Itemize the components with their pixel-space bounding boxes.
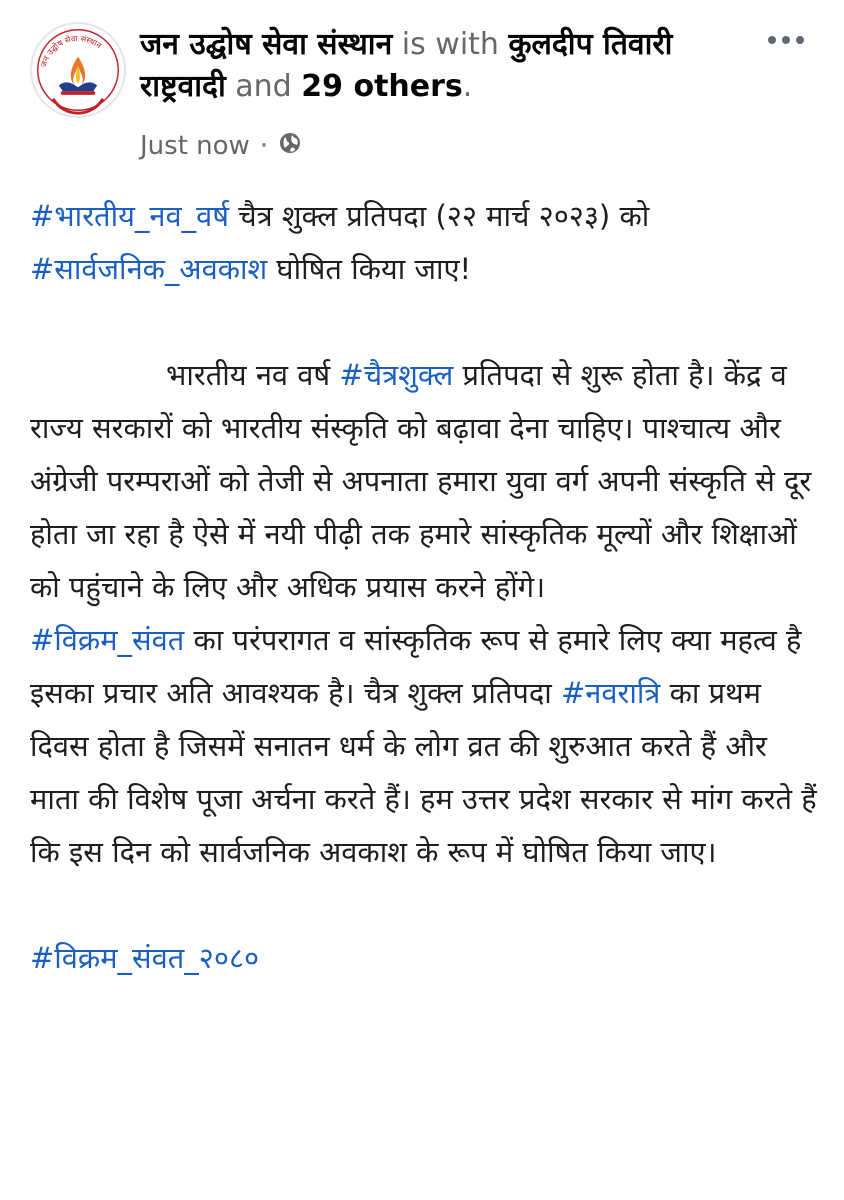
hashtag-navratri[interactable]: #नवरात्रि	[560, 676, 661, 710]
with-text: is with	[401, 27, 499, 62]
post-paragraph	[30, 349, 820, 879]
others-link[interactable]: 29 others	[301, 69, 463, 104]
post-footer-tags	[30, 932, 820, 985]
globe-icon[interactable]	[278, 131, 302, 162]
post-header	[0, 0, 844, 175]
period: .	[462, 69, 473, 104]
headline-text-2: घोषित किया जाए!	[267, 252, 472, 286]
organization-logo	[32, 24, 124, 116]
hashtag-sarvajanik-avkash[interactable]: #सार्वजनिक_अवकाश	[30, 252, 268, 286]
paragraph-text-2: प्रतिपदा से शुरू होता है। केंद्र व राज्य सरकारों को भारतीय संस्कृति को बढ़ावा देना चाहिए। पाश्चात्य और अंग्रेजी परम्पराओं को तेजी से अपनाता हमारा युवा वर्ग अपनी संस्कृति से दूर होता जा रहा है ऐसे में नयी पीढ़ी तक हमारे सांस्कृतिक मूल्यों और शिक्षाओं को पहुंचाने के लिए और अधिक प्रयास करने होंगे।	[30, 358, 812, 604]
hashtag-chaitrashukla[interactable]: #चैत्रशुक्ल	[339, 358, 454, 392]
post-body	[30, 190, 820, 985]
paragraph-text-3: का परंपरागत व सांस्कृतिक रूप से हमारे लिए क्या महत्व है इसका प्रचार अति आवश्यक है। चैत्र शुक्ल प्रतिपदा	[30, 623, 802, 710]
more-options-button[interactable]	[758, 22, 814, 58]
post-headline	[30, 190, 820, 296]
svg-text:जन उद्घोष सेवा संस्थान: जन उद्घोष सेवा संस्थान	[38, 33, 104, 69]
paragraph-spacer	[30, 296, 820, 349]
paragraph-text-4: का प्रथम दिवस होता है जिसमें सनातन धर्म के लोग व्रत की शुरुआत करते हैं और माता की विशेष पूजा अर्चना करते हैं। हम उत्तर प्रदेश सरकार से मांग करते हैं कि इस दिन को सार्वजनिक अवकाश के रूप में घोषित किया जाए।	[30, 676, 817, 869]
page-avatar[interactable]	[30, 22, 126, 118]
paragraph-text-1: भारतीय नव वर्ष	[166, 358, 340, 392]
paragraph-spacer	[30, 879, 820, 932]
hashtag-bharatiya-nav-varsh[interactable]: #भारतीय_नव_वर्ष	[30, 199, 230, 233]
tagged-person-link[interactable]: कुलदीप तिवारी राष्ट्रवादी	[140, 27, 673, 104]
hashtag-vikram-samvat[interactable]: #विक्रम_संवत	[30, 623, 185, 657]
meta-separator: ·	[259, 131, 269, 161]
more-horizontal-icon	[764, 34, 808, 46]
post-meta	[140, 126, 302, 166]
hashtag-vikram-samvat-2080[interactable]: #विक्रम_संवत_२०८०	[30, 941, 260, 975]
headline-text-1: चैत्र शुक्ल प्रतिपदा (२२ मार्च २०२३) को	[229, 199, 650, 233]
page-name-link[interactable]: जन उद्घोष सेवा संस्थान	[140, 27, 393, 62]
and-text: and	[235, 69, 292, 104]
post-author-line	[140, 24, 750, 108]
post-timestamp[interactable]: Just now	[140, 131, 250, 161]
